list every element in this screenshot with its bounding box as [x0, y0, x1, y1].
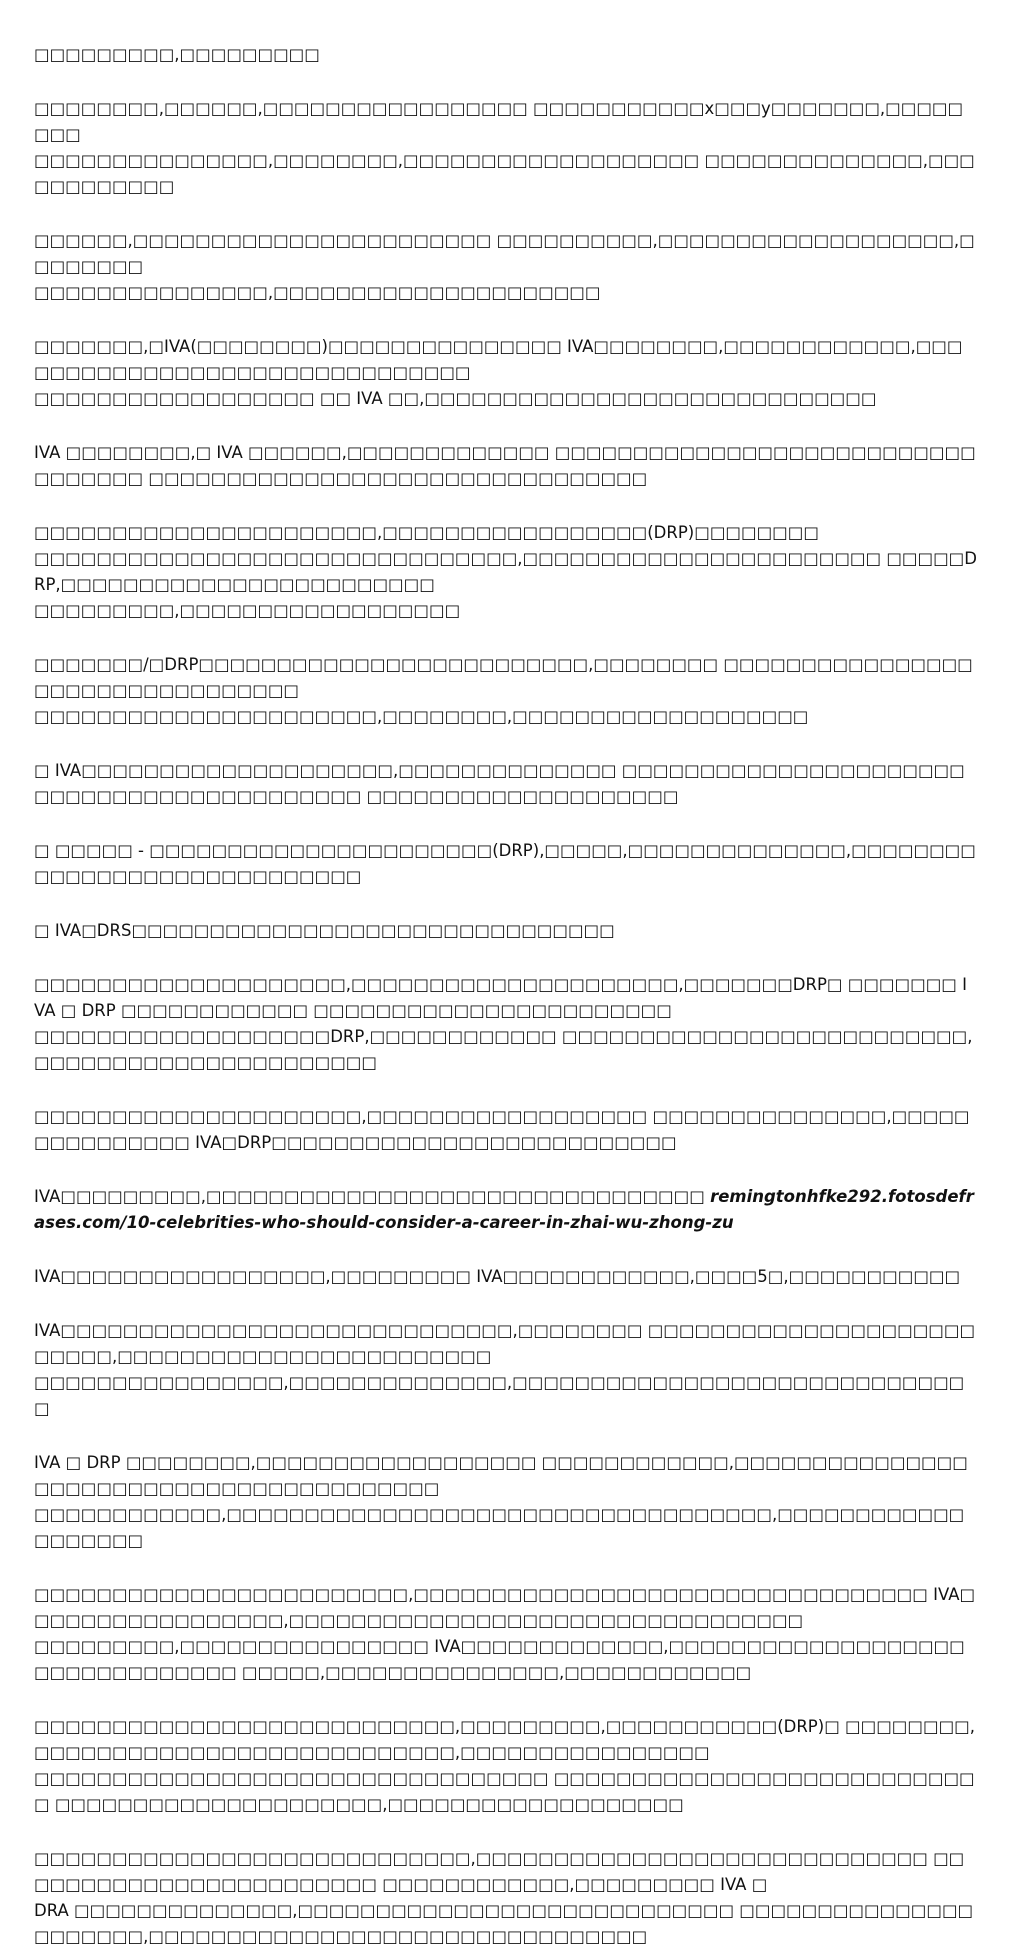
- paragraph-18: □□□□□□□□□□□□□□□□□□□□□□□□□□□,□□□□□□□□□,□□□□□□□□□□□(DRP)□ □□□□□□□□,□□□□□□□□□□□□□□□□□□□□□□□□□□□,□□□□□□□□□□□□□□□□ □□□□□□□□□□□□□□□□□□□□□□□□□□□□□□□□□ □□□□□□□□□□□□□□□□□□□□□□□□□□□□ □□□□□□□□□□□□□□□□□□□□□,□□□□□□□□□□□□□□□□□□□: [34, 1717, 975, 1814]
- paragraph-13: [34, 1184, 978, 1236]
- paragraph-19: □□□□□□□□□□□□□□□□□□□□□□□□□□□□,□□□□□□□□□□□□□□□□□□□□□□□□□□□□□ □□□□□□□□□□□□□□□□□□□□□□□□ □□□□□□□□□□□□,□□□□□□□□□ IVA □ DRA □□□□□□□□□□□□□□,□□□□□□□□□□□□□□□□□□□□□□□□□□□□ □□□□□□□□□□□□□□□□□□□□□□,□□□□□□□□□□□□□□□□□□□□□□□□□□□□□□□□: [34, 1849, 974, 1946]
- paragraph-10: □ IVA□DRS□□□□□□□□□□□□□□□□□□□□□□□□□□□□□□□: [34, 921, 615, 940]
- paragraph-8: □ IVA□□□□□□□□□□□□□□□□□□□□,□□□□□□□□□□□□□□ □□□□□□□□□□□□□□□□□□□□□□□□□□□□□□□□□□□□□□□□□□□ □□□□□□□□□□□□□□□□□□□□: [34, 761, 965, 806]
- paragraph-1: □□□□□□□□□,□□□□□□□□□: [34, 45, 320, 64]
- paragraph-2: □□□□□□□□,□□□□□□,□□□□□□□□□□□□□□□□□ □□□□□□□□□□□x□□□y□□□□□□□,□□□□□□□□ □□□□□□□□□□□□□□□,□□□□□□□□,□□□□□□□□□□□□□□□□□□□ □□□□□□□□□□□□□□,□□□□□□□□□□□□: [34, 99, 975, 196]
- paragraph-12: □□□□□□□□□□□□□□□□□□□□□,□□□□□□□□□□□□□□□□□□ □□□□□□□□□□□□□□□,□□□□□□□□□□□□□□□ IVA□DRP□□□□□□□□□□□□□□□□□□□□□□□□□□: [34, 1107, 970, 1152]
- paragraph-14: IVA□□□□□□□□□□□□□□□□□,□□□□□□□□□ IVA□□□□□□□□□□□□,□□□□5□,□□□□□□□□□□□: [34, 1267, 961, 1286]
- paragraph-13-text: IVA□□□□□□□□□,□□□□□□□□□□□□□□□□□□□□□□□□□□□□□□□□: [34, 1187, 705, 1206]
- paragraph-3: □□□□□□,□□□□□□□□□□□□□□□□□□□□□□□ □□□□□□□□□□,□□□□□□□□□□□□□□□□□□□,□□□□□□□□ □□□□□□□□□□□□□□□,□□□□□□□□□□□□□□□□□□□□□: [34, 231, 975, 302]
- paragraph-4: □□□□□□□,□IVA(□□□□□□□□)□□□□□□□□□□□□□□□ IVA□□□□□□□□,□□□□□□□□□□□□,□□□□□□□□□□□□□□□□□□□□□□□□□□□□□□□ □□□□□□□□□□□□□□□□□□ □□ IVA □□,□□□□□□□□□□□□□□□□□□□□□□□□□□□□□: [34, 337, 963, 408]
- paragraph-5: IVA □□□□□□□□,□ IVA □□□□□□,□□□□□□□□□□□□□ □□□□□□□□□□□□□□□□□□□□□□□□□□□□□□□□□□ □□□□□□□□□□□□□□□□□□□□□□□□□□□□□□□□: [34, 443, 976, 488]
- paragraph-11: □□□□□□□□□□□□□□□□□□□□,□□□□□□□□□□□□□□□□□□□□□,□□□□□□□DRP□ □□□□□□□ IVA □ DRP □□□□□□□□□□□□ □□□□□□□□□□□□□□□□□□□□□□□ □□□□□□□□□□□□□□□□□□□DRP,□□□□□□□□□□□□ □□□□□□□□□□□□□□□□□□□□□□□□□□,□□□□□□□□□□□□□□□□□□□□□□: [34, 975, 973, 1072]
- article-link[interactable]: remingtonhfke292.fotosdefrases.com/10-celebrities-who-should-consider-a-career-in-zhai-wu-zhong-zu: [34, 1187, 974, 1232]
- paragraph-16: IVA □ DRP □□□□□□□□,□□□□□□□□□□□□□□□□□□ □□□□□□□□□□□□,□□□□□□□□□□□□□□□□□□□□□□□□□□□□□□□□□□□□□□□□□ □□□□□□□□□□□□,□□□□□□□□□□□□□□□□□□□□□□□□□□□□□□□□□□□,□□□□□□□□□□□□□□□□□□□: [34, 1453, 968, 1550]
- paragraph-6: □□□□□□□□□□□□□□□□□□□□□□,□□□□□□□□□□□□□□□□□(DRP)□□□□□□□□ □□□□□□□□□□□□□□□□□□□□□□□□□□□□□□□,□□□□□□□□□□□□□□□□□□□□□□□ □□□□□DRP,□□□□□□□□□□□□□□□□□□□□□□□□ □□□□□□□□□,□□□□□□□□□□□□□□□□□□: [34, 523, 977, 620]
- paragraph-7: □□□□□□□/□DRP□□□□□□□□□□□□□□□□□□□□□□□□□,□□□□□□□□ □□□□□□□□□□□□□□□□□□□□□□□□□□□□□□□□□ □□□□□□□□□□□□□□□□□□□□□□,□□□□□□□□,□□□□□□□□□□□□□□□□□□□: [34, 655, 973, 726]
- paragraph-9: □ □□□□□ - □□□□□□□□□□□□□□□□□□□□□□(DRP),□□□□□,□□□□□□□□□□□□□□,□□□□□□□□□□□□□□□□□□□□□□□□□□□□□: [34, 841, 976, 886]
- paragraph-17: □□□□□□□□□□□□□□□□□□□□□□□□,□□□□□□□□□□□□□□□□□□□□□□□□□□□□□□□□□ IVA□□□□□□□□□□□□□□□□□,□□□□□□□□□□□□□□□□□□□□□□□□□□□□□□□□□ □□□□□□□□□,□□□□□□□□□□□□□□□□ IVA□□□□□□□□□□□□□,□□□□□□□□□□□□□□□□□□□□□□□□□□□□□□□□ □□□□□,□□□□□□□□□□□□□□□,□□□□□□□□□□□□: [34, 1585, 976, 1682]
- paragraph-15: IVA□□□□□□□□□□□□□□□□□□□□□□□□□□□□□,□□□□□□□□ □□□□□□□□□□□□□□□□□□□□□□□□□□,□□□□□□□□□□□□□□□□□□□□□□□□ □□□□□□□□□□□□□□□□,□□□□□□□□□□□□□□,□□□□□□□□□□□□□□□□□□□□□□□□□□□□□□: [34, 1321, 976, 1418]
